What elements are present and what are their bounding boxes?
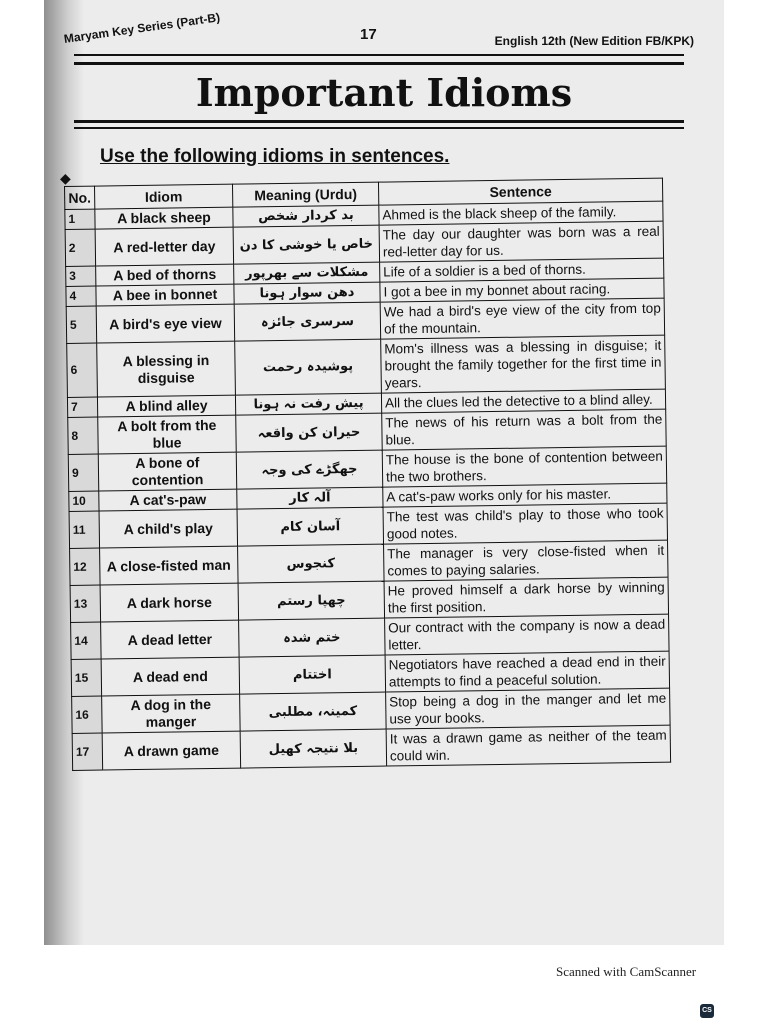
urdu-meaning-cell: مشکلات سے بھرپور — [234, 262, 380, 284]
title-rule-bottom — [74, 120, 684, 123]
sentence-cell: The manager is very close-fisted when it comes to paying salaries. — [384, 540, 668, 581]
sentence-cell: The house is the bone of contention between the two brothers. — [382, 446, 666, 487]
sentence-cell: It was a drawn game as neither of the team could win. — [386, 725, 670, 766]
sentence-cell: The day our daughter was born was a real red-letter day for us. — [379, 221, 663, 262]
title-rule-bottom-thin — [74, 127, 684, 129]
urdu-meaning-cell: چھپا رستم — [238, 581, 385, 620]
table-row — [67, 335, 666, 397]
row-number: 2 — [65, 229, 96, 266]
page-title: Important Idioms — [195, 70, 573, 115]
row-number: 12 — [70, 548, 101, 585]
idiom-cell: A cat's-paw — [99, 489, 237, 511]
sentence-cell: Stop being a dog in the manger and let me use your books. — [386, 688, 670, 729]
row-number: 7 — [67, 397, 97, 417]
idiom-cell: A close-fisted man — [100, 546, 239, 585]
idiom-cell: A red-letter day — [95, 227, 234, 266]
urdu-meaning-cell: آلہ کار — [237, 487, 383, 509]
sentence-cell: Life of a soldier is a bed of thorns. — [380, 258, 664, 282]
urdu-meaning-cell: اختتام — [239, 655, 386, 694]
idiom-cell: A bed of thorns — [96, 264, 234, 286]
row-number: 9 — [68, 454, 99, 491]
urdu-meaning-cell: ختم شدہ — [239, 618, 386, 657]
idiom-cell: A bee in bonnet — [96, 284, 234, 306]
header-meaning: Meaning (Urdu) — [232, 182, 378, 207]
urdu-meaning-cell: کمینہ، مطلبی — [240, 692, 387, 731]
idiom-cell: A dead letter — [101, 620, 240, 659]
idiom-cell: A bird's eye view — [96, 304, 235, 343]
row-number: 5 — [66, 306, 97, 343]
header-idiom: Idiom — [95, 184, 233, 209]
page-number: 17 — [360, 26, 377, 43]
sentence-cell: Negotiators have reached a dead end in their attempts to find a peaceful solution. — [385, 651, 669, 692]
sentence-cell: We had a bird's eye view of the city from top of the mountain. — [380, 298, 664, 339]
urdu-meaning-cell: جھگڑے کی وجہ — [236, 450, 383, 489]
row-number: 17 — [72, 733, 103, 770]
sentence-cell: The news of his return was a bolt from the blue. — [382, 409, 666, 450]
urdu-meaning-cell: بلا نتیجہ کھیل — [240, 729, 387, 768]
row-number: 3 — [66, 266, 96, 286]
sentence-cell: A cat's-paw works only for his master. — [383, 483, 667, 507]
urdu-meaning-cell: دھن سوار ہونا — [234, 282, 380, 304]
row-number: 1 — [65, 209, 95, 229]
idiom-cell: A black sheep — [95, 207, 233, 229]
idiom-cell: A drawn game — [102, 731, 241, 770]
idiom-cell: A blessing in disguise — [97, 341, 236, 397]
row-number: 16 — [72, 696, 103, 733]
scanned-page — [44, 0, 724, 945]
idiom-cell: A bone of contention — [98, 452, 237, 491]
idiom-cell: A dark horse — [100, 583, 239, 622]
instruction-heading: Use the following idioms in sentences. — [100, 146, 450, 167]
sentence-cell: I got a bee in my bonnet about racing. — [380, 278, 664, 302]
book-name: English 12th (New Edition FB/KPK) — [494, 34, 694, 48]
urdu-meaning-cell: پوشیدہ رحمت — [235, 339, 382, 395]
table-body — [65, 201, 671, 770]
urdu-meaning-cell: آسان کام — [237, 507, 384, 546]
sentence-cell: Our contract with the company is now a dead letter. — [385, 614, 669, 655]
idiom-cell: A blind alley — [97, 395, 235, 417]
urdu-meaning-cell: خاص یا خوشی کا دن — [233, 225, 380, 264]
title-rule-top — [74, 62, 684, 65]
sentence-cell: Ahmed is the black sheep of the family. — [379, 201, 663, 225]
page-header — [63, 10, 694, 48]
sentence-cell: All the clues led the detective to a blind alley. — [381, 389, 665, 413]
header-sentence: Sentence — [378, 178, 662, 205]
row-number: 13 — [70, 585, 101, 622]
table-row — [72, 725, 670, 770]
header-rule — [74, 54, 684, 56]
idiom-cell: A dog in the manger — [102, 694, 241, 733]
row-number: 6 — [67, 343, 98, 397]
sentence-cell: The test was child's play to those who took good notes. — [383, 503, 667, 544]
row-number: 14 — [71, 622, 102, 659]
urdu-meaning-cell: سرسری جائزہ — [234, 302, 381, 341]
idiom-cell: A dead end — [101, 657, 240, 696]
header-no: No. — [65, 186, 95, 209]
scanner-watermark: Scanned with CamScanner — [556, 964, 697, 979]
sentence-cell: He proved himself a dark horse by winning the first position. — [384, 577, 668, 618]
sentence-cell: Mom's illness was a blessing in disguise; it brought the family together for the first time in years. — [381, 335, 666, 393]
urdu-meaning-cell: حیران کن واقعہ — [236, 413, 383, 452]
diamond-bullet-icon: ◆ — [60, 170, 71, 186]
row-number: 15 — [71, 659, 102, 696]
urdu-meaning-cell: پیش رفت نہ ہونا — [235, 393, 381, 415]
idiom-cell: A child's play — [99, 509, 238, 548]
camscanner-logo-icon: CS — [700, 1004, 714, 1018]
row-number: 10 — [69, 491, 99, 511]
row-number: 8 — [68, 417, 99, 454]
row-number: 4 — [66, 286, 96, 306]
row-number: 11 — [69, 511, 100, 548]
idioms-table — [64, 178, 671, 771]
urdu-meaning-cell: بد کردار شخص — [233, 205, 379, 227]
idiom-cell: A bolt from the blue — [98, 415, 237, 454]
series-name: Maryam Key Series (Part-B) — [63, 10, 221, 46]
urdu-meaning-cell: کنجوس — [238, 544, 385, 583]
